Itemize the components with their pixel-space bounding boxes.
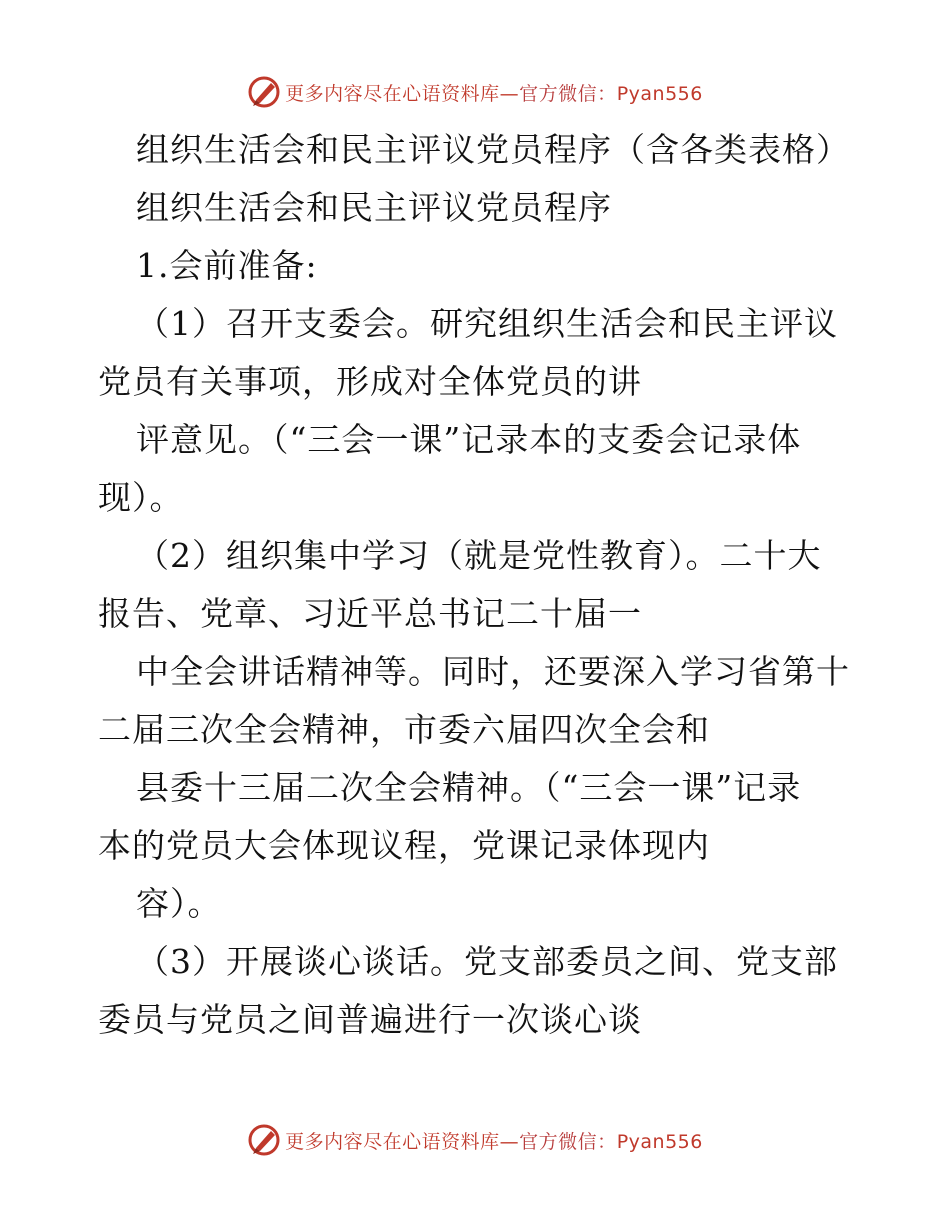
paragraph-line: 现）。	[98, 478, 184, 517]
watermark-main: 更多内容尽在心语资料库	[285, 1130, 500, 1153]
paragraph-line: 二届三次全会精神，市委六届四次全会和	[98, 710, 710, 749]
paragraph-line: （2）组织集中学习（就是党性教育）。二十大	[136, 536, 822, 575]
watermark-text	[285, 79, 703, 106]
paragraph-line: （1）召开支委会。研究组织生活会和民主评议	[136, 304, 838, 343]
paragraph-line: 评意见。（“三会一课”记录本的支委会记录体	[136, 420, 802, 459]
paragraph-line: 党员有关事项，形成对全体党员的讲	[98, 362, 642, 401]
watermark-separator: —	[499, 82, 520, 105]
section-heading: 1.会前准备:	[136, 246, 318, 285]
document-subtitle: 组织生活会和民主评议党员程序	[136, 188, 612, 227]
watermark-wechat-id: Pyan556	[616, 82, 703, 105]
paragraph-line: 报告、党章、习近平总书记二十届一	[98, 594, 642, 633]
watermark-wechat-id: Pyan556	[616, 1130, 703, 1153]
paragraph-line: 县委十三届二次全会精神。（“三会一课”记录	[136, 768, 802, 807]
watermark-official: 官方微信：	[519, 82, 617, 105]
paragraph-line: 委员与党员之间普遍进行一次谈心谈	[98, 1000, 642, 1039]
pen-logo-icon	[247, 1123, 281, 1157]
header-watermark	[0, 72, 950, 112]
document-title: 组织生活会和民主评议党员程序（含各类表格）	[136, 130, 850, 169]
watermark-text	[285, 1127, 703, 1154]
footer-watermark	[0, 1120, 950, 1160]
paragraph-line: （3）开展谈心谈话。党支部委员之间、党支部	[136, 942, 838, 981]
watermark-main: 更多内容尽在心语资料库	[285, 82, 500, 105]
watermark-official: 官方微信：	[519, 1130, 617, 1153]
paragraph-line: 本的党员大会体现议程，党课记录体现内	[98, 826, 710, 865]
watermark-separator: —	[499, 1130, 520, 1153]
paragraph-line: 中全会讲话精神等。同时，还要深入学习省第十	[136, 652, 850, 691]
paragraph-line: 容）。	[136, 884, 222, 923]
pen-logo-icon	[247, 75, 281, 109]
